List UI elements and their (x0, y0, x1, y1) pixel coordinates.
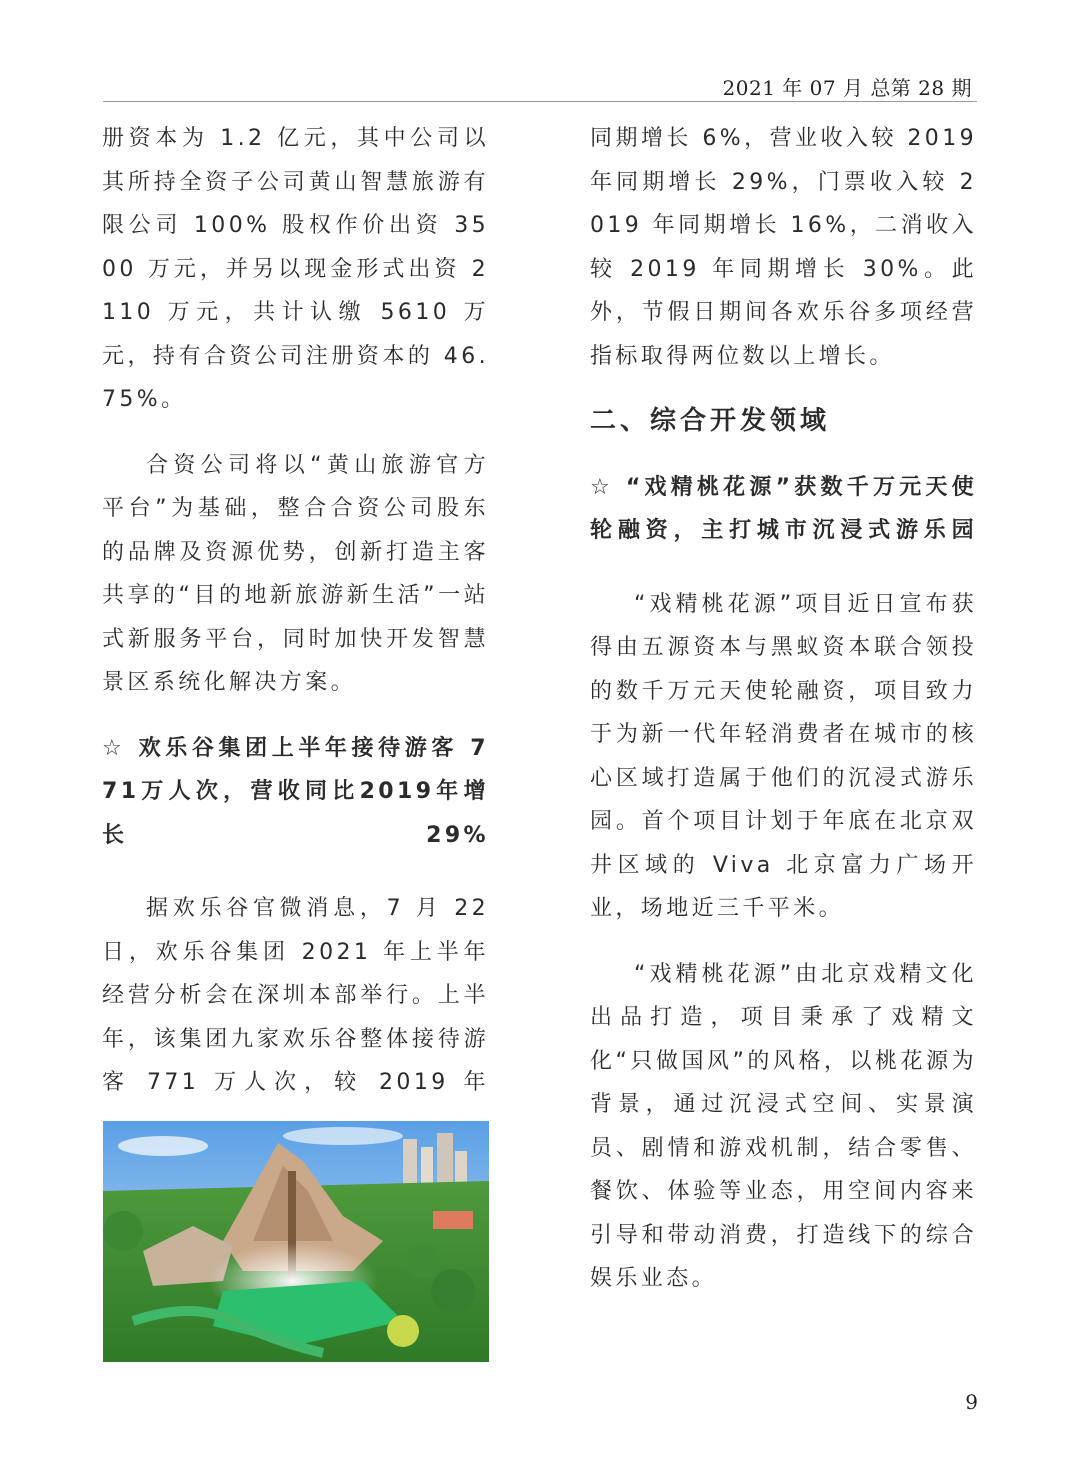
left-paragraph-3: 据欢乐谷官微消息，7 月 22 日，欢乐谷集团 2021 年上半年经营分析会在深圳本部举行。上半年，该集团九家欢乐谷整体接待游客 771 万人次，较 2019 年 (102, 896, 489, 1095)
left-paragraph-2: 合资公司将以“黄山旅游官方平台”为基础，整合合资公司股东的品牌及资源优势，创新打造主客共享的“目的地新旅游新生活”一站式新服务平台，同时加快开发智慧景区系统化解决方案。 (102, 452, 489, 695)
right-paragraph-3: “戏精桃花源”由北京戏精文化出品打造，项目秉承了戏精文化“只做国风”的风格，以桃花源为背景，通过沉浸式空间、实景演员、剧情和游戏机制，结合零售、餐饮、体验等业态，用空间内容来引导和带动消费，打造线下的综合娱乐业态。 (590, 961, 977, 1291)
page-number: 9 (965, 1390, 978, 1414)
right-subheading: ☆ “戏精桃花源”获数千万元天使轮融资，主打城市沉浸式游乐园 (590, 474, 977, 543)
left-paragraph-1: 册资本为 1.2 亿元，其中公司以其所持全资子公司黄山智慧旅游有限公司 100% 股权作价出资 3500 万元，并另以现金形式出资 2110 万元，共计认缴 5610 万元，持有合资公司注册资本的 46.75%。 (102, 126, 489, 412)
right-paragraph-2: “戏精桃花源”项目近日宣布获得由五源资本与黑蚁资本联合领投的数千万元天使轮融资，项目致力于为新一代年轻消费者在城市的核心区域打造属于他们的沉浸式游乐园。首个项目计划于年底在北京双井区域的 Viva 北京富力广场开业，场地近三千平米。 (590, 591, 977, 921)
left-column (102, 117, 489, 1105)
right-column (590, 117, 977, 1301)
header-divider (103, 101, 977, 102)
section-title: 二、综合开发领域 (590, 406, 831, 436)
amusement-park-photo (103, 1121, 489, 1362)
issue-header: 2021 年 07 月 总第 28 期 (722, 76, 972, 100)
right-paragraph-1: 同期增长 6%，营业收入较 2019 年同期增长 29%，门票收入较 2019 年同期增长 16%，二消收入较 2019 年同期增长 30%。此外，节假日期间各欢乐谷多项经营指标取得两位数以上增长。 (590, 126, 977, 369)
left-subheading: ☆ 欢乐谷集团上半年接待游客 771万人次，营收同比2019年增长29% (102, 735, 489, 848)
